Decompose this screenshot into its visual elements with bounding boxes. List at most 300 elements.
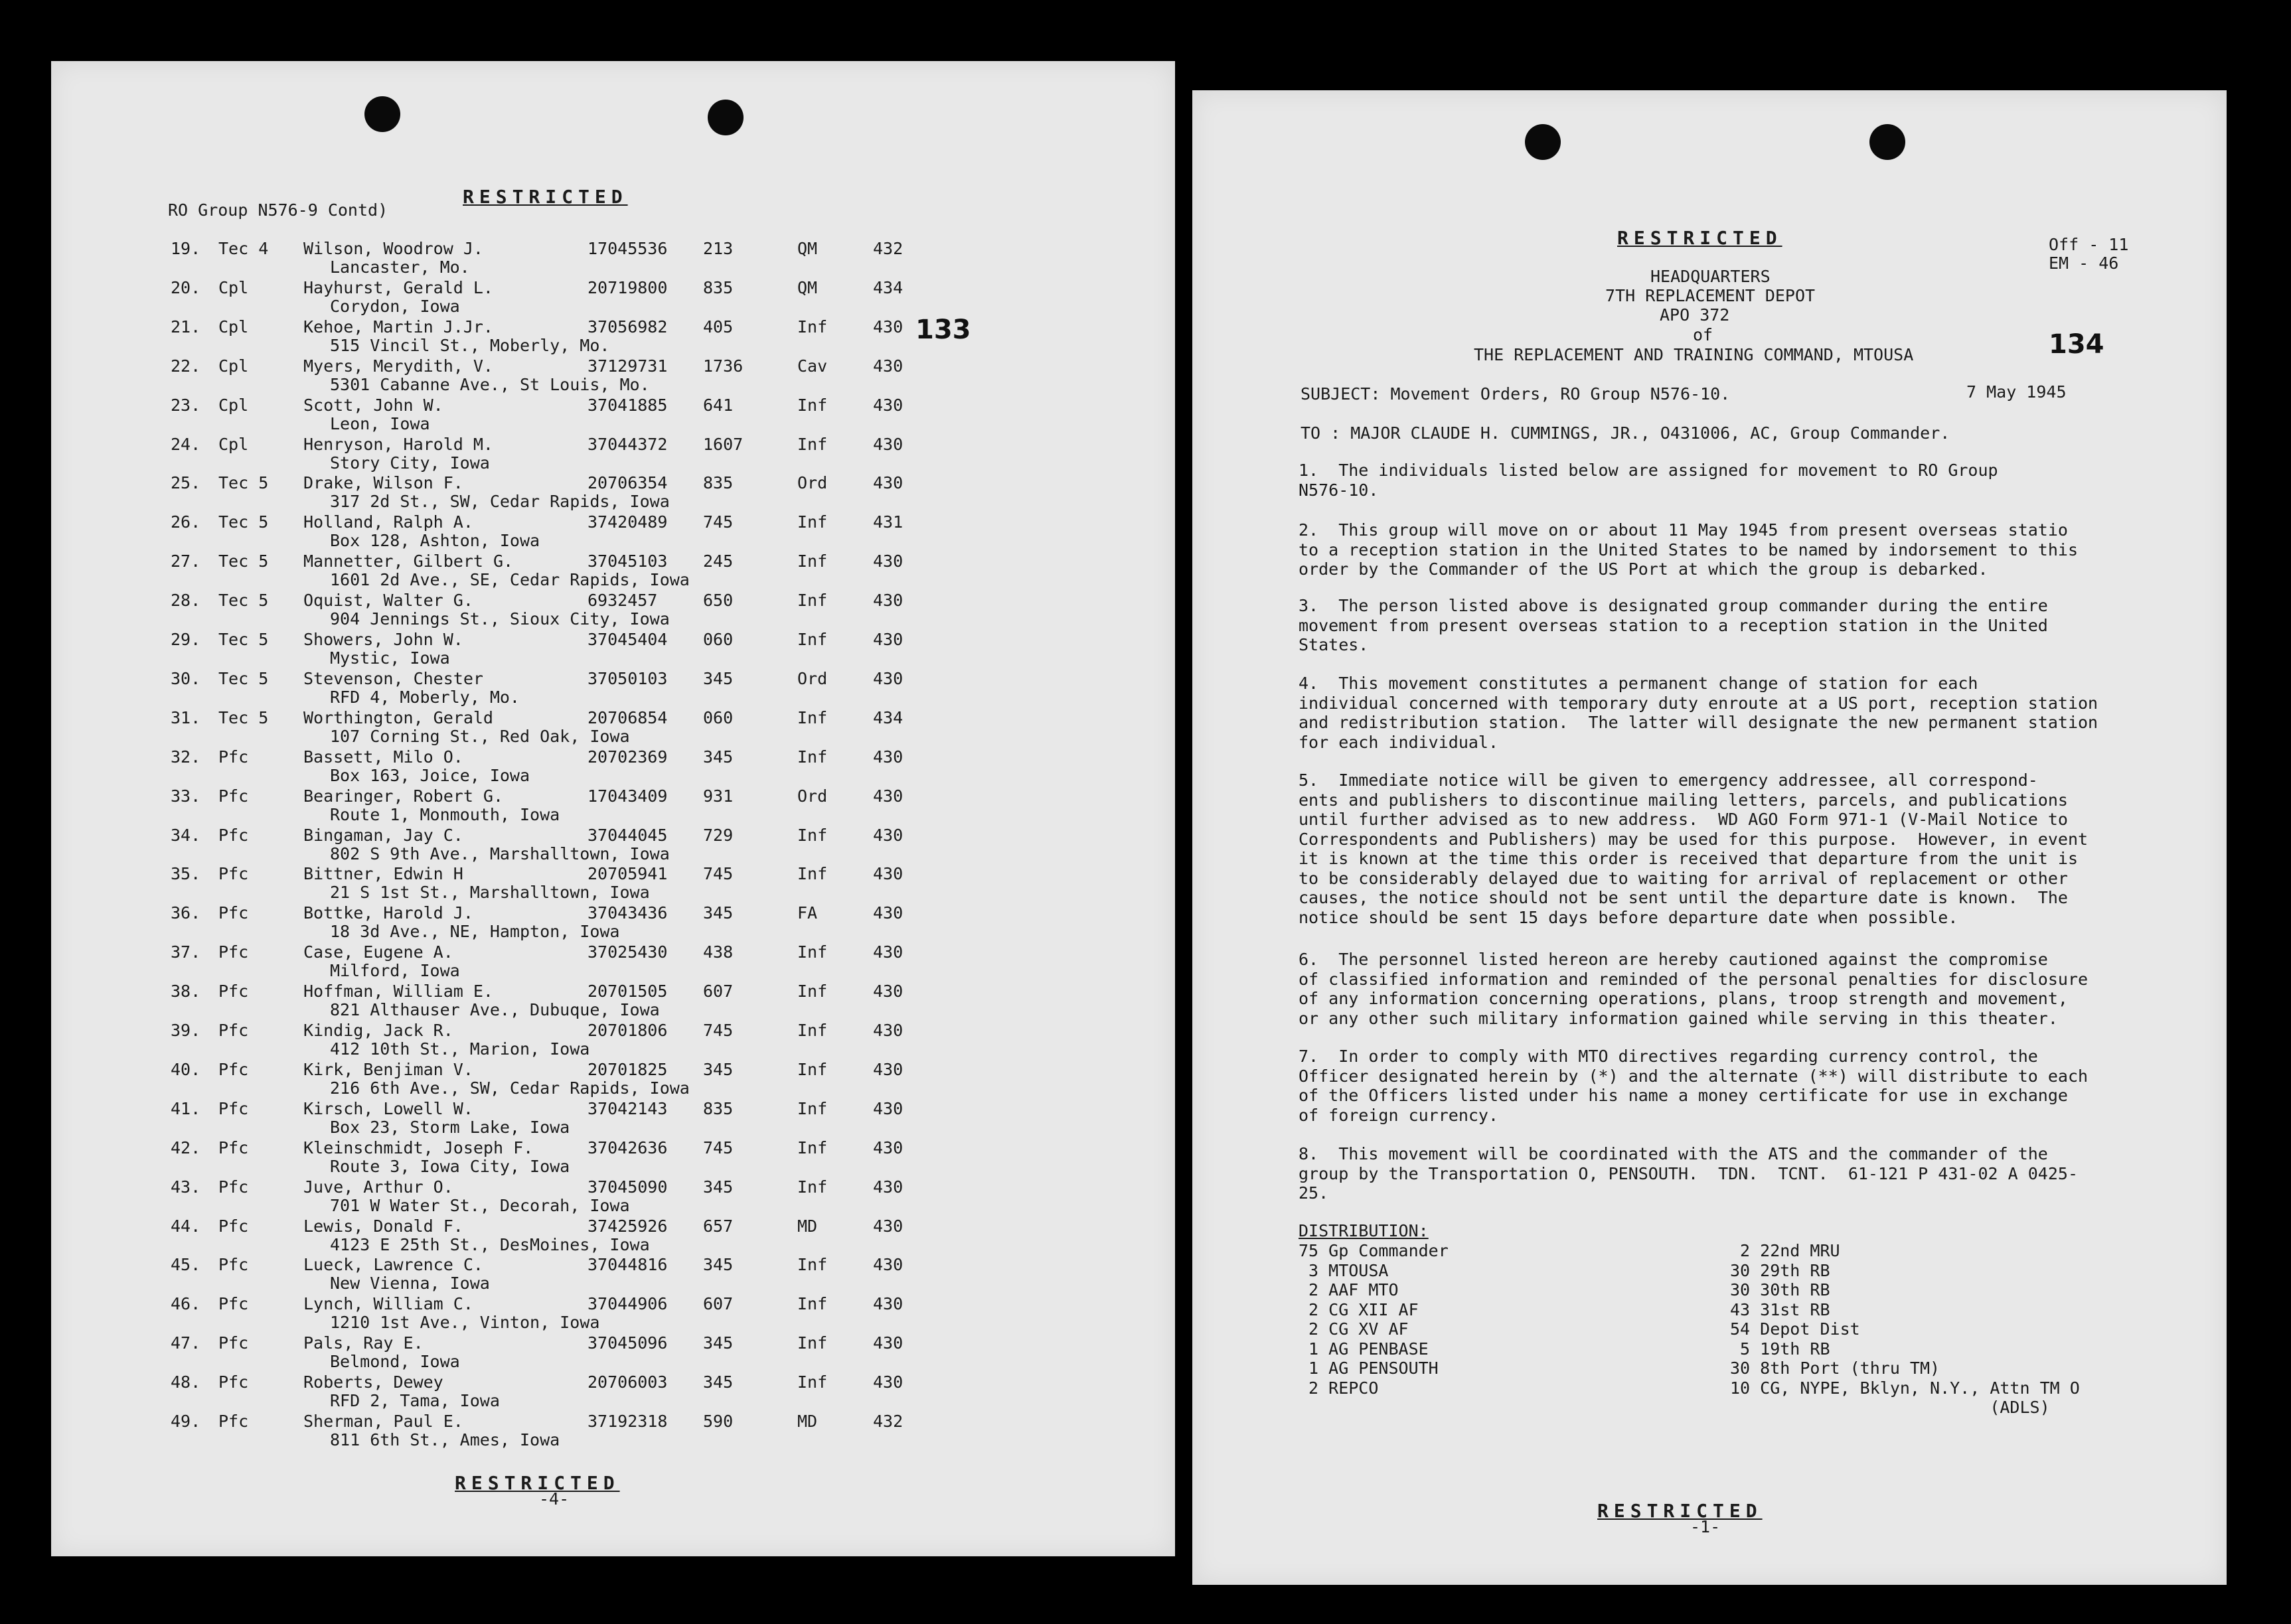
serial-number: 37044906 xyxy=(588,1294,668,1314)
row-number: 46. xyxy=(171,1294,201,1314)
soldier-name: Lewis, Donald F. xyxy=(303,1216,463,1236)
ssn-code: 745 xyxy=(703,1021,734,1040)
home-address: 107 Corning St., Red Oak, Iowa xyxy=(330,726,630,746)
soldier-name: Sherman, Paul E. xyxy=(303,1412,463,1431)
home-address: Route 3, Iowa City, Iowa xyxy=(330,1156,570,1176)
arm-of-service: Ord xyxy=(797,668,828,688)
ssn-code: 657 xyxy=(703,1216,734,1236)
soldier-name: Pals, Ray E. xyxy=(303,1333,424,1353)
row-number: 37. xyxy=(171,942,201,962)
ssn-code: 745 xyxy=(703,1138,734,1157)
soldier-name: Kirsch, Lowell W. xyxy=(303,1098,473,1118)
soldier-name: Myers, Merydith, V. xyxy=(303,356,493,376)
row-number: 19. xyxy=(171,239,201,258)
mos-code: 432 xyxy=(873,1412,904,1431)
row-number: 36. xyxy=(171,903,201,923)
mos-code: 430 xyxy=(873,1255,904,1275)
home-address: 21 S 1st St., Marshalltown, Iowa xyxy=(330,883,650,903)
arm-of-service: Ord xyxy=(797,786,828,806)
serial-number: 37042143 xyxy=(588,1098,668,1118)
rank: Tec 5 xyxy=(218,473,269,493)
arm-of-service: Inf xyxy=(797,982,828,1001)
rank: Cpl xyxy=(218,356,249,376)
row-number: 40. xyxy=(171,1059,201,1079)
row-number: 23. xyxy=(171,395,201,415)
serial-number: 37192318 xyxy=(588,1412,668,1431)
mos-code: 431 xyxy=(873,512,904,532)
ssn-code: 835 xyxy=(703,1098,734,1118)
soldier-name: Bingaman, Jay C. xyxy=(303,825,463,845)
table-row xyxy=(51,239,1175,276)
row-number: 39. xyxy=(171,1021,201,1040)
ssn-code: 1607 xyxy=(703,434,744,454)
row-number: 25. xyxy=(171,473,201,493)
paragraph-1: 1. The individuals listed below are assigned for movement to RO Group N576-10. xyxy=(1299,461,1998,500)
table-row xyxy=(51,826,1175,863)
rank: Pfc xyxy=(218,1138,249,1157)
soldier-name: Bearinger, Robert G. xyxy=(303,786,504,806)
home-address: Box 128, Ashton, Iowa xyxy=(330,531,540,551)
table-row xyxy=(51,1255,1175,1292)
serial-number: 37129731 xyxy=(588,356,668,376)
arm-of-service: Ord xyxy=(797,473,828,493)
arm-of-service: Inf xyxy=(797,395,828,415)
rank: Pfc xyxy=(218,903,249,923)
row-number: 26. xyxy=(171,512,201,532)
rank: Pfc xyxy=(218,982,249,1001)
row-number: 47. xyxy=(171,1333,201,1353)
home-address: Corydon, Iowa xyxy=(330,296,460,316)
serial-number: 37025430 xyxy=(588,942,668,962)
row-number: 34. xyxy=(171,825,201,845)
ssn-code: 345 xyxy=(703,1255,734,1275)
serial-number: 37044816 xyxy=(588,1255,668,1275)
paragraph-4: 4. This movement constitutes a permanent change of station for each individual concerned with temporary duty enroute at a US port, reception station and redistribution station. The latter will designate the new permanent station for each individual. xyxy=(1299,674,2098,752)
soldier-name: Holland, Ralph A. xyxy=(303,512,473,532)
page-number: -4- xyxy=(539,1489,570,1509)
punch-hole xyxy=(1525,124,1561,160)
mos-code: 430 xyxy=(873,591,904,611)
rank: Cpl xyxy=(218,395,249,415)
paragraph-2: 2. This group will move on or about 11 May 1945 from present overseas statio to a reception station in the United States to be named by indorsement to this order by the Commander of the US Port at which the group is debarked. xyxy=(1299,520,2078,579)
home-address: 701 W Water St., Decorah, Iowa xyxy=(330,1195,630,1215)
rank: Tec 5 xyxy=(218,591,269,611)
arm-of-service: Inf xyxy=(797,1372,828,1392)
mos-code: 430 xyxy=(873,825,904,845)
rank: Tec 5 xyxy=(218,512,269,532)
mos-code: 430 xyxy=(873,552,904,571)
mos-code: 430 xyxy=(873,864,904,884)
row-number: 44. xyxy=(171,1216,201,1236)
table-row xyxy=(51,278,1175,315)
page-number: -1- xyxy=(1690,1517,1721,1536)
soldier-name: Kehoe, Martin J.Jr. xyxy=(303,317,493,336)
rank: Tec 4 xyxy=(218,239,269,258)
table-row xyxy=(51,747,1175,784)
hq-line: of xyxy=(1693,325,1713,344)
serial-number: 37044045 xyxy=(588,825,668,845)
home-address: RFD 4, Moberly, Mo. xyxy=(330,687,520,707)
order-date: 7 May 1945 xyxy=(1966,382,2067,402)
table-row xyxy=(51,786,1175,824)
rank: Tec 5 xyxy=(218,668,269,688)
distribution-list-right: 2 22nd MRU 30 29th RB 30 30th RB 43 31st RB 54 Depot Dist 5 19th RB 30 8th Port (thru TM) 10 CG, NYPE, Bklyn, N.Y., Attn TM O (ADLS) xyxy=(1730,1241,2080,1417)
table-row xyxy=(51,1099,1175,1136)
ssn-code: 641 xyxy=(703,395,734,415)
table-row xyxy=(51,435,1175,472)
row-number: 35. xyxy=(171,864,201,884)
arm-of-service: Inf xyxy=(797,825,828,845)
table-row xyxy=(51,864,1175,901)
serial-number: 20702369 xyxy=(588,747,668,767)
home-address: Mystic, Iowa xyxy=(330,648,450,668)
mos-code: 430 xyxy=(873,1059,904,1079)
home-address: Milford, Iowa xyxy=(330,961,460,981)
mos-code: 430 xyxy=(873,668,904,688)
table-row xyxy=(51,356,1175,394)
arm-of-service: QM xyxy=(797,277,818,297)
arm-of-service: Inf xyxy=(797,942,828,962)
row-number: 32. xyxy=(171,747,201,767)
home-address: Box 163, Joice, Iowa xyxy=(330,765,530,785)
ssn-code: 931 xyxy=(703,786,734,806)
home-address: 4123 E 25th St., DesMoines, Iowa xyxy=(330,1234,650,1254)
rank: Cpl xyxy=(218,277,249,297)
table-row xyxy=(51,942,1175,980)
arm-of-service: Cav xyxy=(797,356,828,376)
punch-hole xyxy=(1869,124,1905,160)
soldier-name: Oquist, Walter G. xyxy=(303,591,473,611)
row-number: 24. xyxy=(171,434,201,454)
mos-code: 430 xyxy=(873,1098,904,1118)
mos-code: 430 xyxy=(873,1372,904,1392)
soldier-name: Hayhurst, Gerald L. xyxy=(303,277,493,297)
arm-of-service: Inf xyxy=(797,747,828,767)
table-row xyxy=(51,1060,1175,1097)
home-address: 904 Jennings St., Sioux City, Iowa xyxy=(330,609,670,629)
home-address: 5301 Cabanne Ave., St Louis, Mo. xyxy=(330,374,650,394)
arm-of-service: Inf xyxy=(797,552,828,571)
arm-of-service: Inf xyxy=(797,434,828,454)
serial-number: 20705941 xyxy=(588,864,668,884)
soldier-name: Roberts, Dewey xyxy=(303,1372,443,1392)
home-address: 18 3d Ave., NE, Hampton, Iowa xyxy=(330,922,620,942)
home-address: 1210 1st Ave., Vinton, Iowa xyxy=(330,1313,600,1333)
rank: Pfc xyxy=(218,1059,249,1079)
mos-code: 430 xyxy=(873,942,904,962)
row-number: 43. xyxy=(171,1177,201,1197)
row-number: 30. xyxy=(171,668,201,688)
table-row xyxy=(51,1372,1175,1410)
arm-of-service: QM xyxy=(797,239,818,258)
table-row xyxy=(51,473,1175,510)
home-address: 802 S 9th Ave., Marshalltown, Iowa xyxy=(330,844,670,863)
rank: Pfc xyxy=(218,1372,249,1392)
soldier-name: Lueck, Lawrence C. xyxy=(303,1255,483,1275)
ssn-code: 650 xyxy=(703,591,734,611)
home-address: New Vienna, Iowa xyxy=(330,1274,490,1293)
mos-code: 430 xyxy=(873,473,904,493)
rank: Pfc xyxy=(218,1294,249,1314)
ssn-code: 345 xyxy=(703,1333,734,1353)
ssn-code: 405 xyxy=(703,317,734,336)
mos-code: 430 xyxy=(873,395,904,415)
soldier-name: Showers, John W. xyxy=(303,630,463,649)
mos-code: 430 xyxy=(873,786,904,806)
arm-of-service: Inf xyxy=(797,1333,828,1353)
home-address: Box 23, Storm Lake, Iowa xyxy=(330,1117,570,1137)
paragraph-8: 8. This movement will be coordinated with the ATS and the commander of the group by the Transportation O, PENSOUTH. TDN. TCNT. 61-121 P 431-02 A 0425- 25. xyxy=(1299,1144,2078,1203)
rank: Pfc xyxy=(218,747,249,767)
table-row xyxy=(51,630,1175,667)
rank: Tec 5 xyxy=(218,630,269,649)
serial-number: 37045404 xyxy=(588,630,668,649)
table-row xyxy=(51,591,1175,628)
ssn-code: 607 xyxy=(703,982,734,1001)
table-row xyxy=(51,396,1175,433)
hq-line: THE REPLACEMENT AND TRAINING COMMAND, MTOUSA xyxy=(1474,345,1914,364)
serial-number: 37044372 xyxy=(588,434,668,454)
home-address: 216 6th Ave., SW, Cedar Rapids, Iowa xyxy=(330,1078,690,1098)
row-number: 21. xyxy=(171,317,201,336)
mos-code: 430 xyxy=(873,1177,904,1197)
rank: Pfc xyxy=(218,1098,249,1118)
home-address: 811 6th St., Ames, Iowa xyxy=(330,1430,560,1449)
rank: Pfc xyxy=(218,825,249,845)
table-row xyxy=(51,1217,1175,1254)
rank: Pfc xyxy=(218,1021,249,1040)
paragraph-6: 6. The personnel listed hereon are hereby cautioned against the compromise of classified information and reminded of the personal penalties for disclosure of any information concerning operations, plans, troop strength and movement, or any other such military information gained while serving in this theater. xyxy=(1299,950,2089,1028)
soldier-name: Bassett, Milo O. xyxy=(303,747,463,767)
serial-number: 37056982 xyxy=(588,317,668,336)
soldier-name: Kindig, Jack R. xyxy=(303,1021,453,1040)
ssn-code: 345 xyxy=(703,747,734,767)
row-number: 48. xyxy=(171,1372,201,1392)
distribution-list-left: 75 Gp Commander 3 MTOUSA 2 AAF MTO 2 CG XII AF 2 CG XV AF 1 AG PENBASE 1 AG PENSOUTH 2 REPCO xyxy=(1299,1241,1449,1398)
row-number: 49. xyxy=(171,1412,201,1431)
soldier-name: Bottke, Harold J. xyxy=(303,903,473,923)
mos-code: 430 xyxy=(873,434,904,454)
mos-code: 430 xyxy=(873,1216,904,1236)
serial-number: 20701825 xyxy=(588,1059,668,1079)
restricted-footer: RESTRICTED xyxy=(1597,1500,1763,1522)
table-row xyxy=(51,1294,1175,1331)
home-address: Belmond, Iowa xyxy=(330,1352,460,1372)
table-row xyxy=(51,903,1175,940)
serial-number: 37045090 xyxy=(588,1177,668,1197)
mos-code: 430 xyxy=(873,356,904,376)
mos-code: 430 xyxy=(873,630,904,649)
group-header: RO Group N576-9 Contd) xyxy=(168,200,388,220)
ssn-code: 345 xyxy=(703,1372,734,1392)
soldier-name: Bittner, Edwin H xyxy=(303,864,463,884)
row-number: 38. xyxy=(171,982,201,1001)
rank: Cpl xyxy=(218,434,249,454)
home-address: RFD 2, Tama, Iowa xyxy=(330,1391,500,1411)
table-row xyxy=(51,317,1175,354)
paragraph-7: 7. In order to comply with MTO directives regarding currency control, the Officer designated herein by (*) and the alternate (**) will distribute to each of the Officers listed under his name a money certificate for use in exchange of foreign currency. xyxy=(1299,1047,2089,1125)
soldier-name: Worthington, Gerald xyxy=(303,707,493,727)
em-count: EM - 46 xyxy=(2049,254,2119,273)
row-number: 22. xyxy=(171,356,201,376)
serial-number: 37041885 xyxy=(588,395,668,415)
home-address: 412 10th St., Marion, Iowa xyxy=(330,1039,590,1059)
mos-code: 430 xyxy=(873,747,904,767)
row-number: 42. xyxy=(171,1138,201,1157)
table-row xyxy=(51,512,1175,550)
soldier-name: Hoffman, William E. xyxy=(303,982,493,1001)
distribution-title: DISTRIBUTION: xyxy=(1299,1221,1429,1240)
restricted-footer: RESTRICTED xyxy=(455,1472,620,1494)
off-count: Off - 11 xyxy=(2049,235,2129,254)
arm-of-service: MD xyxy=(797,1216,818,1236)
arm-of-service: Inf xyxy=(797,317,828,336)
serial-number: 20701505 xyxy=(588,982,668,1001)
ssn-code: 745 xyxy=(703,864,734,884)
soldier-name: Wilson, Woodrow J. xyxy=(303,239,483,258)
row-number: 31. xyxy=(171,707,201,727)
home-address: 515 Vincil St., Moberly, Mo. xyxy=(330,335,610,355)
soldier-name: Kleinschmidt, Joseph F. xyxy=(303,1138,534,1157)
rank: Pfc xyxy=(218,786,249,806)
serial-number: 20719800 xyxy=(588,277,668,297)
arm-of-service: Inf xyxy=(797,707,828,727)
hq-line: APO 372 xyxy=(1660,305,1730,325)
table-row xyxy=(51,552,1175,589)
ssn-code: 438 xyxy=(703,942,734,962)
soldier-name: Mannetter, Gilbert G. xyxy=(303,552,514,571)
soldier-name: Juve, Arthur O. xyxy=(303,1177,453,1197)
soldier-name: Drake, Wilson F. xyxy=(303,473,463,493)
soldier-name: Stevenson, Chester xyxy=(303,668,483,688)
punch-hole xyxy=(708,100,744,135)
punch-hole xyxy=(364,96,400,132)
rank: Pfc xyxy=(218,1216,249,1236)
arm-of-service: Inf xyxy=(797,1021,828,1040)
arm-of-service: Inf xyxy=(797,1255,828,1275)
arm-of-service: Inf xyxy=(797,1177,828,1197)
serial-number: 37043436 xyxy=(588,903,668,923)
serial-number: 20706003 xyxy=(588,1372,668,1392)
paragraph-5: 5. Immediate notice will be given to emergency addressee, all correspond- ents and publishers to discontinue mailing letters, parcels, and publications until further advised as to new address. WD AGO Form 971-1 (V-Mail Notice to Correspondents and Publishers) may be used for this purpose. However, in event it is known at the time this order is received that departure from the unit is to be considerably delayed due to waiting for arrival of replacement or other causes, the notice should not be sent until the departure date is known. The notice should be sent 15 days before departure date when possible. xyxy=(1299,771,2089,927)
ssn-code: 607 xyxy=(703,1294,734,1314)
soldier-name: Kirk, Benjiman V. xyxy=(303,1059,473,1079)
table-row xyxy=(51,1333,1175,1370)
soldier-name: Case, Eugene A. xyxy=(303,942,453,962)
serial-number: 37042636 xyxy=(588,1138,668,1157)
arm-of-service: Inf xyxy=(797,1294,828,1314)
home-address: Story City, Iowa xyxy=(330,453,490,473)
mos-code: 434 xyxy=(873,707,904,727)
row-number: 29. xyxy=(171,630,201,649)
mos-code: 432 xyxy=(873,239,904,258)
ssn-code: 745 xyxy=(703,512,734,532)
ssn-code: 729 xyxy=(703,825,734,845)
soldier-name: Henryson, Harold M. xyxy=(303,434,493,454)
table-row xyxy=(51,1412,1175,1449)
ssn-code: 245 xyxy=(703,552,734,571)
hq-line: HEADQUARTERS xyxy=(1650,267,1771,286)
mos-code: 430 xyxy=(873,1333,904,1353)
ssn-code: 1736 xyxy=(703,356,744,376)
to-line: TO : MAJOR CLAUDE H. CUMMINGS, JR., O431006, AC, Group Commander. xyxy=(1301,423,1950,443)
rank: Pfc xyxy=(218,1177,249,1197)
table-row xyxy=(51,1177,1175,1215)
mos-code: 430 xyxy=(873,1021,904,1040)
home-address: Lancaster, Mo. xyxy=(330,258,470,277)
mos-code: 430 xyxy=(873,982,904,1001)
serial-number: 37045096 xyxy=(588,1333,668,1353)
arm-of-service: MD xyxy=(797,1412,818,1431)
serial-number: 17043409 xyxy=(588,786,668,806)
home-address: 317 2d St., SW, Cedar Rapids, Iowa xyxy=(330,492,670,512)
soldier-name: Scott, John W. xyxy=(303,395,443,415)
handwritten-page-number: 133 xyxy=(915,315,971,345)
home-address: 821 Althauser Ave., Dubuque, Iowa xyxy=(330,1000,660,1020)
rank: Pfc xyxy=(218,942,249,962)
serial-number: 37050103 xyxy=(588,668,668,688)
ssn-code: 060 xyxy=(703,707,734,727)
rank: Pfc xyxy=(218,1255,249,1275)
serial-number: 6932457 xyxy=(588,591,658,611)
serial-number: 37420489 xyxy=(588,512,668,532)
restricted-heading: RESTRICTED xyxy=(1617,227,1782,249)
table-row xyxy=(51,982,1175,1019)
serial-number: 37045103 xyxy=(588,552,668,571)
ssn-code: 590 xyxy=(703,1412,734,1431)
row-number: 20. xyxy=(171,277,201,297)
row-number: 27. xyxy=(171,552,201,571)
mos-code: 430 xyxy=(873,903,904,923)
serial-number: 17045536 xyxy=(588,239,668,258)
paragraph-3: 3. The person listed above is designated group commander during the entire movement from present overseas station to a reception station in the United States. xyxy=(1299,596,2048,654)
table-row xyxy=(51,1138,1175,1175)
arm-of-service: Inf xyxy=(797,1138,828,1157)
ssn-code: 060 xyxy=(703,630,734,649)
row-number: 28. xyxy=(171,591,201,611)
rank: Pfc xyxy=(218,1333,249,1353)
serial-number: 20706854 xyxy=(588,707,668,727)
serial-number: 20701806 xyxy=(588,1021,668,1040)
home-address: Leon, Iowa xyxy=(330,413,430,433)
arm-of-service: Inf xyxy=(797,1098,828,1118)
ssn-code: 345 xyxy=(703,1177,734,1197)
subject-line: SUBJECT: Movement Orders, RO Group N576-10. xyxy=(1301,384,1731,404)
ssn-code: 345 xyxy=(703,903,734,923)
hq-line: 7TH REPLACEMENT DEPOT xyxy=(1605,286,1816,305)
rank: Pfc xyxy=(218,1412,249,1431)
soldier-name: Lynch, William C. xyxy=(303,1294,473,1314)
table-row xyxy=(51,1021,1175,1058)
serial-number: 20706354 xyxy=(588,473,668,493)
arm-of-service: Inf xyxy=(797,630,828,649)
document-page-right xyxy=(1192,90,2227,1585)
ssn-code: 345 xyxy=(703,1059,734,1079)
ssn-code: 213 xyxy=(703,239,734,258)
rank: Tec 5 xyxy=(218,707,269,727)
mos-code: 430 xyxy=(873,1294,904,1314)
mos-code: 434 xyxy=(873,277,904,297)
handwritten-page-number: 134 xyxy=(2049,329,2104,360)
row-number: 41. xyxy=(171,1098,201,1118)
arm-of-service: Inf xyxy=(797,512,828,532)
home-address: Route 1, Monmouth, Iowa xyxy=(330,804,560,824)
restricted-heading: RESTRICTED xyxy=(463,186,628,208)
arm-of-service: Inf xyxy=(797,1059,828,1079)
rank: Cpl xyxy=(218,317,249,336)
row-number: 45. xyxy=(171,1255,201,1275)
rank: Tec 5 xyxy=(218,552,269,571)
